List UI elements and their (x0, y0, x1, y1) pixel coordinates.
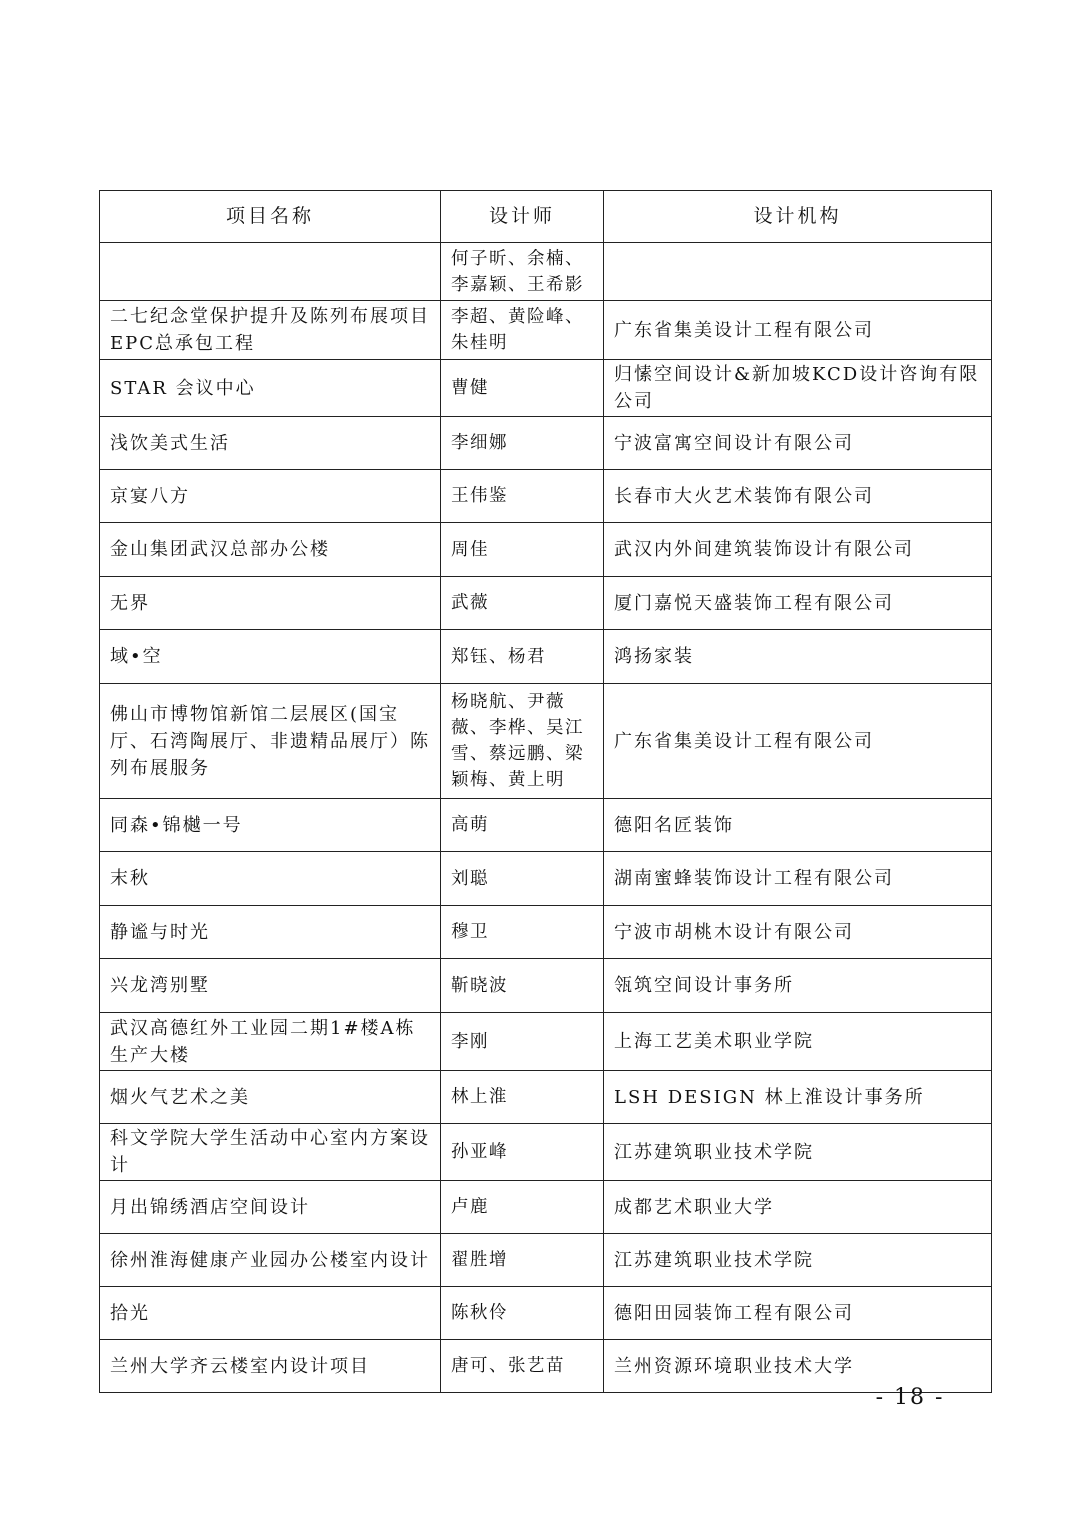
cell-designer: 李刚 (441, 1013, 604, 1071)
cell-designer: 卢鹿 (441, 1181, 604, 1234)
cell-project-name: 静谧与时光 (100, 906, 441, 959)
table-row (100, 523, 992, 577)
cell-designer: 何子昕、余楠、李嘉颖、王希影 (441, 243, 604, 301)
cell-designer: 高萌 (441, 799, 604, 852)
cell-project-name: 无界 (100, 577, 441, 630)
cell-organization: 江苏建筑职业技术学院 (604, 1234, 992, 1287)
table-row (100, 1013, 992, 1071)
cell-organization: 瓴筑空间设计事务所 (604, 959, 992, 1013)
cell-project-name (100, 243, 441, 301)
cell-designer: 靳晓波 (441, 959, 604, 1013)
cell-organization: 兰州资源环境职业技术大学 (604, 1340, 992, 1393)
cell-project-name: 末秋 (100, 852, 441, 906)
cell-project-name: 烟火气艺术之美 (100, 1071, 441, 1124)
cell-designer: 刘聪 (441, 852, 604, 906)
cell-designer: 孙亚峰 (441, 1124, 604, 1181)
cell-organization: 武汉内外间建筑装饰设计有限公司 (604, 523, 992, 577)
table-row (100, 1234, 992, 1287)
cell-organization: 广东省集美设计工程有限公司 (604, 684, 992, 799)
table-row (100, 417, 992, 470)
cell-project-name: 域•空 (100, 630, 441, 684)
header-designer: 设计师 (441, 191, 604, 243)
cell-designer: 周佳 (441, 523, 604, 577)
cell-designer: 唐可、张艺苗 (441, 1340, 604, 1393)
cell-project-name: 同森•锦樾一号 (100, 799, 441, 852)
table-row (100, 301, 992, 360)
table-row (100, 1287, 992, 1340)
cell-project-name: 兴龙湾别墅 (100, 959, 441, 1013)
cell-organization: 德阳田园装饰工程有限公司 (604, 1287, 992, 1340)
page-number: - 18 - (875, 1385, 945, 1410)
table-row (100, 852, 992, 906)
cell-organization: 归愫空间设计&新加坡KCD设计咨询有限公司 (604, 360, 992, 417)
cell-organization (604, 243, 992, 301)
cell-organization: 江苏建筑职业技术学院 (604, 1124, 992, 1181)
cell-designer: 穆卫 (441, 906, 604, 959)
cell-project-name: 二七纪念堂保护提升及陈列布展项目EPC总承包工程 (100, 301, 441, 360)
cell-project-name: 兰州大学齐云楼室内设计项目 (100, 1340, 441, 1393)
cell-organization: 宁波市胡桃木设计有限公司 (604, 906, 992, 959)
cell-project-name: STAR 会议中心 (100, 360, 441, 417)
cell-organization: 成都艺术职业大学 (604, 1181, 992, 1234)
table-row (100, 243, 992, 301)
cell-project-name: 科文学院大学生活动中心室内方案设计 (100, 1124, 441, 1181)
table-row (100, 577, 992, 630)
cell-project-name: 金山集团武汉总部办公楼 (100, 523, 441, 577)
cell-organization: 上海工艺美术职业学院 (604, 1013, 992, 1071)
table-row (100, 630, 992, 684)
cell-project-name: 浅饮美式生活 (100, 417, 441, 470)
cell-project-name: 佛山市博物馆新馆二层展区(国宝厅、石湾陶展厅、非遗精品展厅）陈列布展服务 (100, 684, 441, 799)
table-row (100, 470, 992, 523)
awards-table (99, 190, 992, 1393)
cell-designer: 林上淮 (441, 1071, 604, 1124)
table-row (100, 360, 992, 417)
cell-designer: 曹健 (441, 360, 604, 417)
cell-organization: LSH DESIGN 林上淮设计事务所 (604, 1071, 992, 1124)
cell-organization: 湖南蜜蜂装饰设计工程有限公司 (604, 852, 992, 906)
table-row (100, 684, 992, 799)
cell-organization: 德阳名匠装饰 (604, 799, 992, 852)
cell-organization: 宁波富寓空间设计有限公司 (604, 417, 992, 470)
table-row (100, 959, 992, 1013)
table-row (100, 906, 992, 959)
table-row (100, 1124, 992, 1181)
cell-organization: 鸿扬家装 (604, 630, 992, 684)
cell-organization: 长春市大火艺术装饰有限公司 (604, 470, 992, 523)
cell-project-name: 徐州淮海健康产业园办公楼室内设计 (100, 1234, 441, 1287)
cell-project-name: 武汉高德红外工业园二期1#楼A栋生产大楼 (100, 1013, 441, 1071)
cell-designer: 郑钰、杨君 (441, 630, 604, 684)
cell-designer: 李超、黄险峰、朱桂明 (441, 301, 604, 360)
table-header-row (100, 191, 992, 243)
cell-project-name: 拾光 (100, 1287, 441, 1340)
table-row (100, 1071, 992, 1124)
table-row (100, 1181, 992, 1234)
cell-project-name: 月出锦绣酒店空间设计 (100, 1181, 441, 1234)
cell-project-name: 京宴八方 (100, 470, 441, 523)
table-row (100, 1340, 992, 1393)
cell-designer: 翟胜增 (441, 1234, 604, 1287)
table-row (100, 799, 992, 852)
cell-designer: 李细娜 (441, 417, 604, 470)
cell-organization: 厦门嘉悦天盛装饰工程有限公司 (604, 577, 992, 630)
header-project-name: 项目名称 (100, 191, 441, 243)
cell-designer: 杨晓航、尹薇薇、李桦、吴江雪、蔡远鹏、梁颖梅、黄上明 (441, 684, 604, 799)
cell-designer: 陈秋伶 (441, 1287, 604, 1340)
cell-organization: 广东省集美设计工程有限公司 (604, 301, 992, 360)
cell-designer: 武薇 (441, 577, 604, 630)
header-organization: 设计机构 (604, 191, 992, 243)
cell-designer: 王伟鉴 (441, 470, 604, 523)
